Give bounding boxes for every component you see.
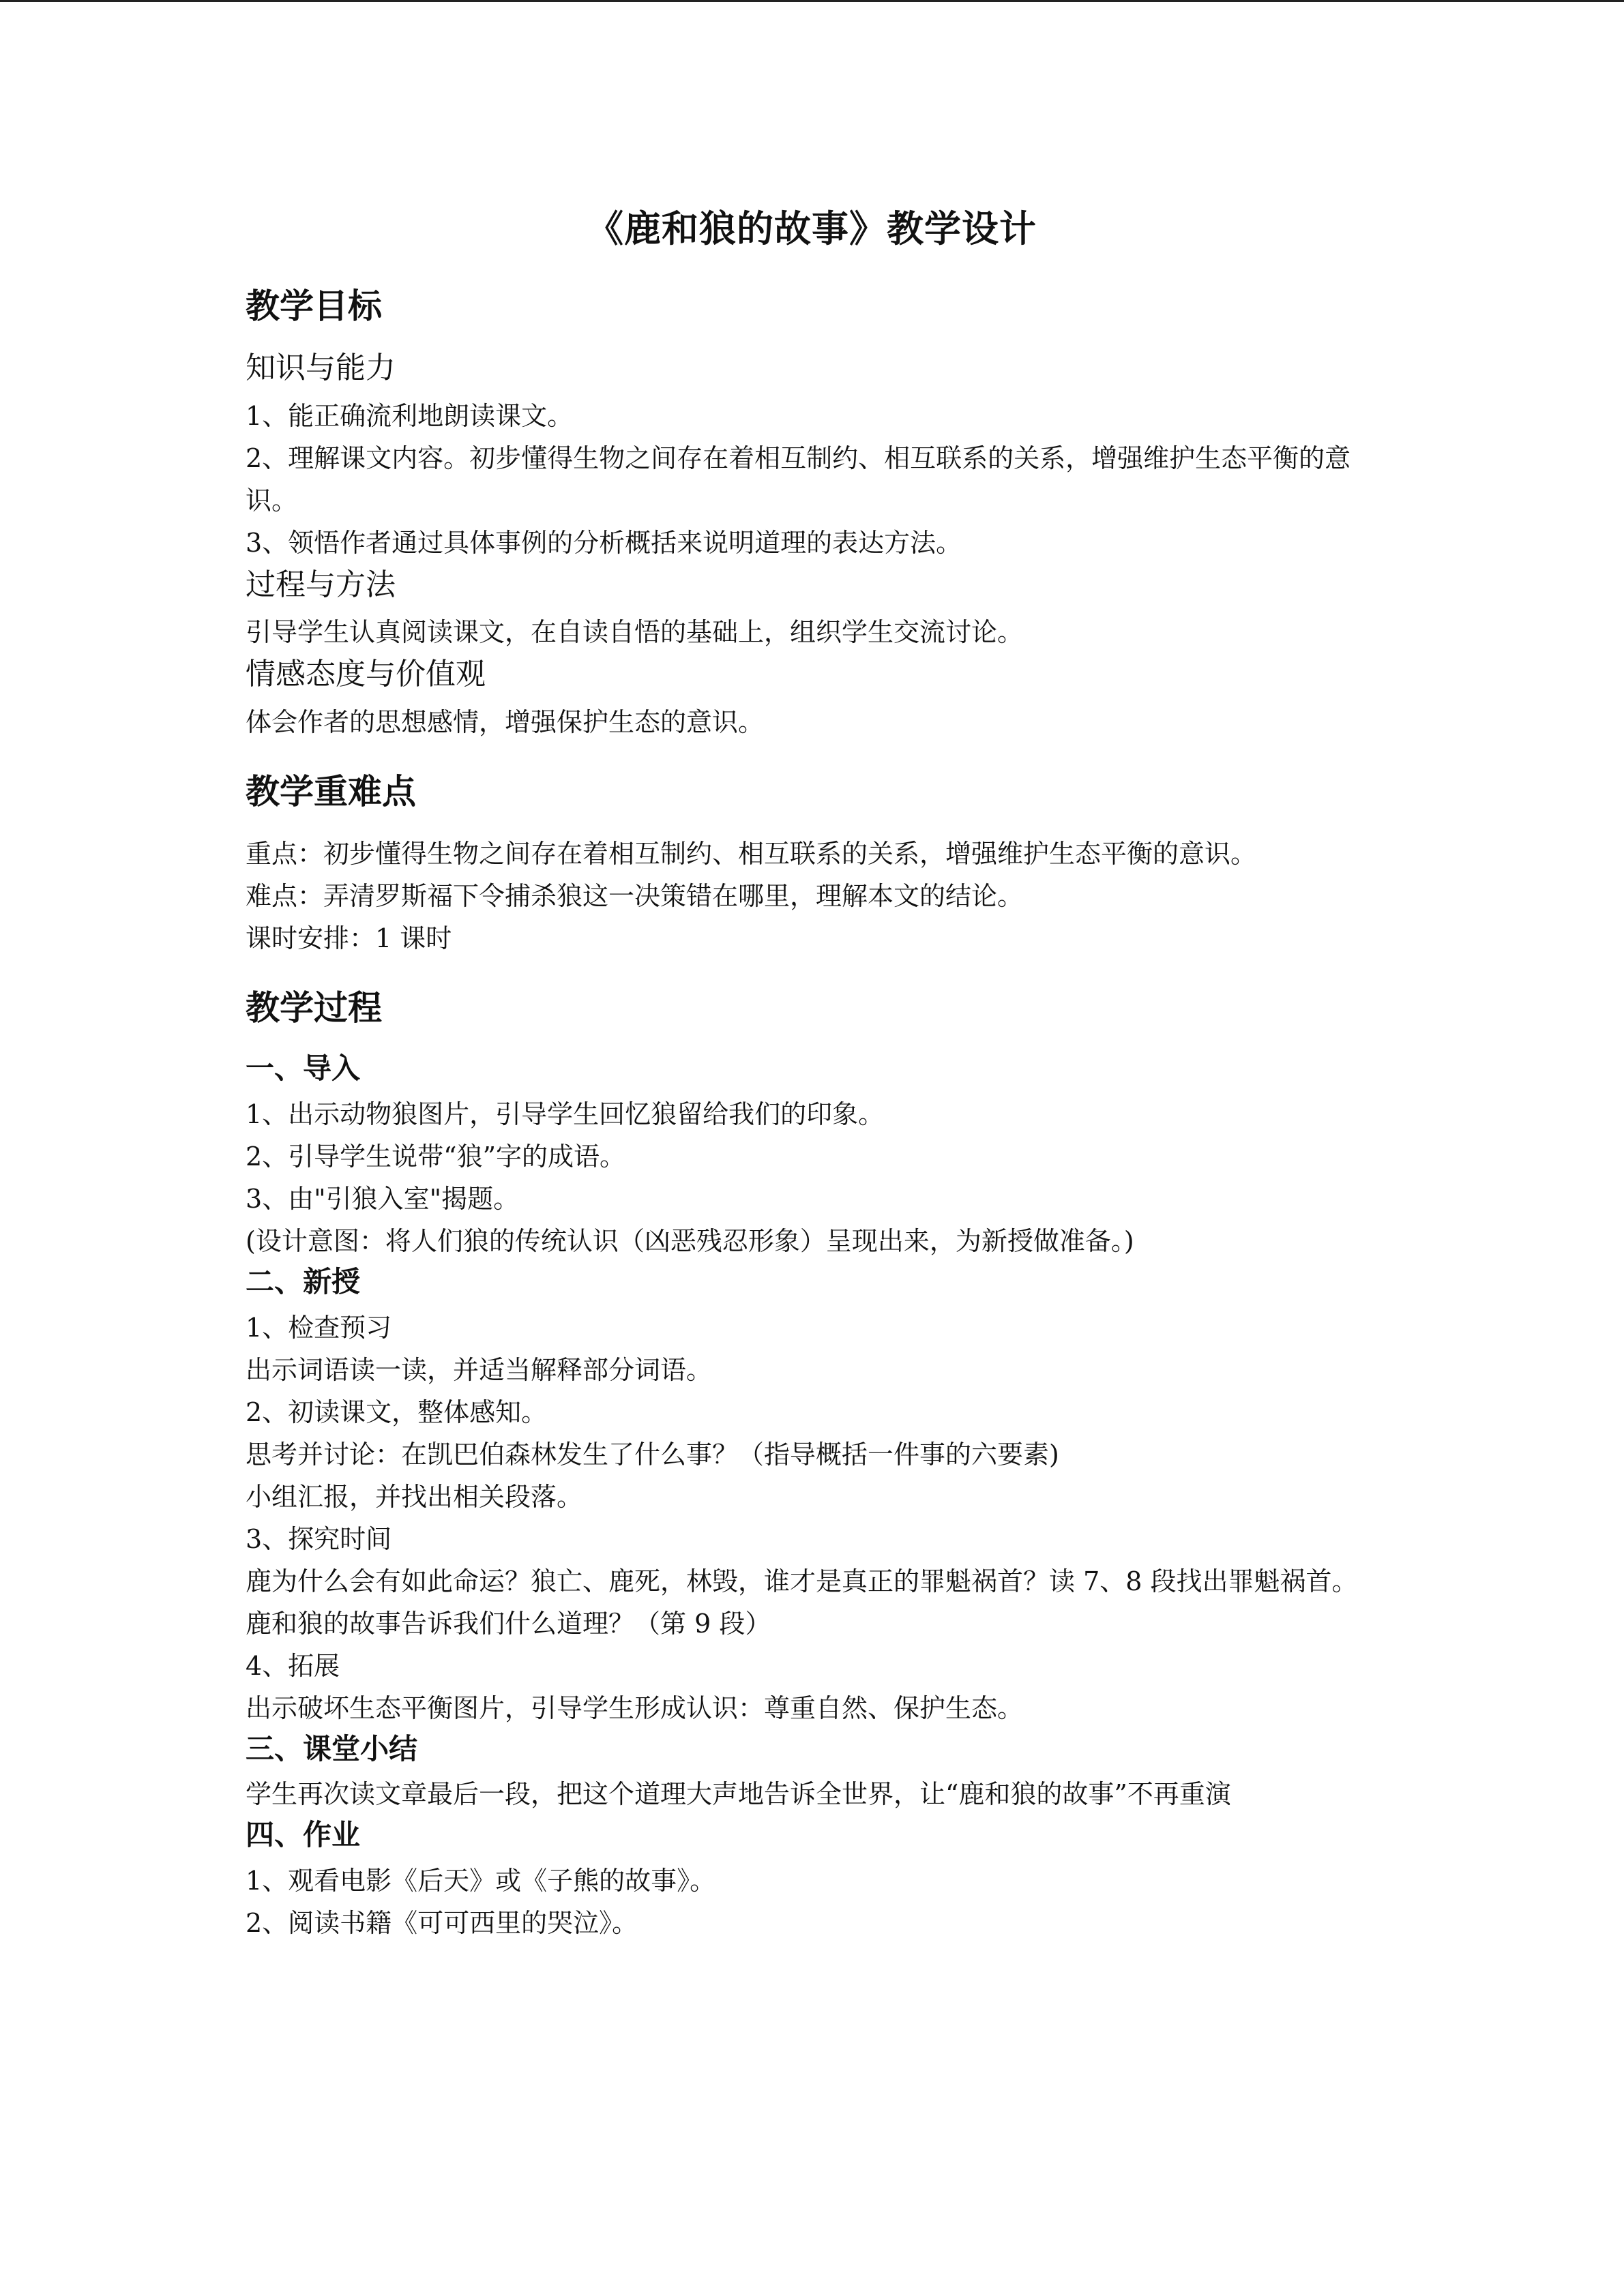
new-lesson-line: 出示词语读一读，并适当解释部分词语。 [246,1354,713,1385]
process-method-text: 引导学生认真阅读课文，在自读自悟的基础上，组织学生交流讨论。 [246,617,1024,648]
keypoints-section [246,769,1378,959]
objectives-section [246,284,1378,743]
knowledge-heading: 知识与能力 [246,351,396,386]
new-lesson-line: 1、检查预习 [246,1312,392,1343]
knowledge-item: 3、领悟作者通过具体事例的分析概括来说明道理的表达方法。 [246,527,962,558]
emotion-text: 体会作者的思想感情，增强保护生态的意识。 [246,706,765,737]
new-lesson-line: 鹿和狼的故事告诉我们什么道理？（第 9 段） [246,1608,771,1639]
key-point-text: 重点：初步懂得生物之间存在着相互制约、相互联系的关系，增强维护生态平衡的意识。 [246,838,1257,869]
intro-line: 3、由"引狼入室"揭题。 [246,1183,520,1214]
objectives-heading: 教学目标 [246,286,382,327]
procedure-heading: 教学过程 [246,987,382,1028]
new-lesson-line: 2、初读课文，整体感知。 [246,1397,548,1427]
new-lesson-heading: 二、新授 [246,1264,361,1298]
homework-line: 1、观看电影《后天》或《子熊的故事》。 [246,1866,716,1896]
summary-heading: 三、课堂小结 [246,1731,418,1765]
keypoints-heading: 教学重难点 [246,771,416,811]
intro-heading: 一、导入 [246,1051,361,1085]
emotion-heading: 情感态度与价值观 [246,657,486,692]
intro-line: 2、引导学生说带“狼”字的成语。 [246,1141,626,1172]
homework-line: 2、阅读书籍《可可西里的哭泣》。 [246,1908,638,1939]
homework-heading: 四、作业 [246,1818,361,1852]
process-method-heading: 过程与方法 [246,567,396,602]
intro-line: (设计意图：将人们狼的传统认识（凶恶残忍形象）呈现出来，为新授做准备。) [246,1225,1134,1256]
document-page [246,205,1378,1944]
knowledge-item: 2、理解课文内容。初步懂得生物之间存在着相互制约、相互联系的关系，增强维护生态平衡的意识。 [246,443,1351,516]
intro-line: 1、出示动物狼图片，引导学生回忆狼留给我们的印象。 [246,1099,885,1129]
procedure-section [246,985,1378,1944]
new-lesson-line: 3、探究时间 [246,1523,392,1554]
new-lesson-line: 鹿为什么会有如此命运？狼亡、鹿死，林毁，谁才是真正的罪魁祸首？读 7、8 段找出罪魁祸首。 [246,1566,1358,1596]
new-lesson-line: 出示破坏生态平衡图片，引导学生形成认识：尊重自然、保护生态。 [246,1693,1024,1723]
page-top-border [0,0,1624,2]
new-lesson-line: 小组汇报，并找出相关段落。 [246,1481,583,1512]
summary-text: 学生再次读文章最后一段，把这个道理大声地告诉全世界，让“鹿和狼的故事”不再重演 [246,1779,1231,1810]
difficult-point-text: 难点：弄清罗斯福下令捕杀狼这一决策错在哪里，理解本文的结论。 [246,880,1024,911]
document-title: 《鹿和狼的故事》教学设计 [587,207,1037,250]
new-lesson-line: 思考并讨论：在凯巴伯森林发生了什么事？（指导概括一件事的六要素) [246,1439,1059,1470]
new-lesson-line: 4、拓展 [246,1650,340,1681]
knowledge-item: 1、能正确流利地朗读课文。 [246,400,574,431]
schedule-text: 课时安排：1 课时 [246,923,452,953]
